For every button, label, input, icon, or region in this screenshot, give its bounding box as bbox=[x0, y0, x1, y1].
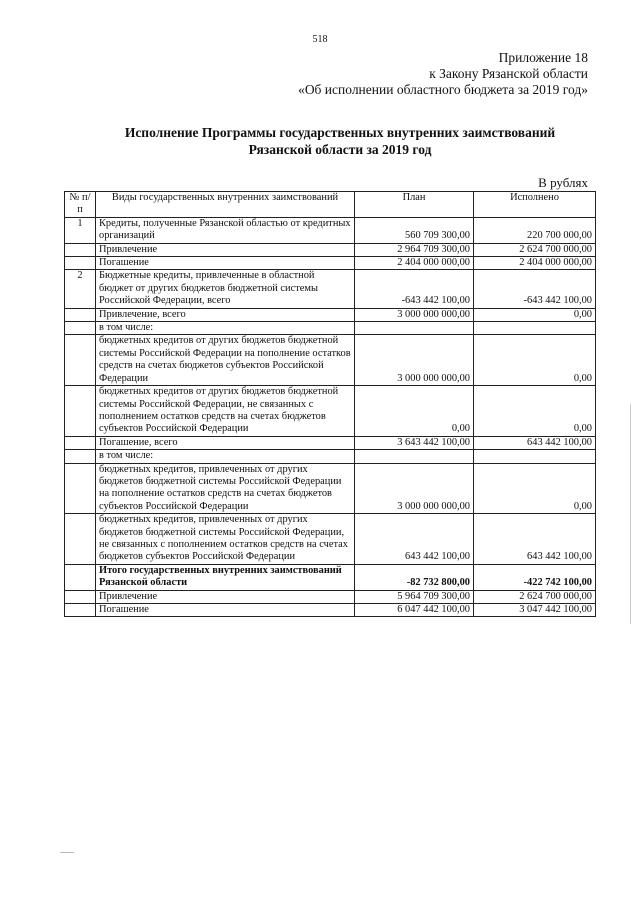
appendix-line-3: «Об исполнении областного бюджета за 2019 год» bbox=[298, 82, 588, 97]
row-description: бюджетных кредитов от других бюджетов бюджетной системы Российской Федерации на пополнение остатков средств на счетах бюджетов субъектов Российской Федерации bbox=[96, 335, 355, 386]
row-number bbox=[65, 604, 96, 617]
row-executed-value: 0,00 bbox=[474, 386, 596, 437]
row-description: в том числе: bbox=[96, 322, 355, 335]
row-executed-value bbox=[474, 322, 596, 335]
row-plan-value bbox=[355, 450, 474, 463]
row-description: Привлечение bbox=[96, 590, 355, 603]
header-executed: Исполнено bbox=[474, 192, 596, 218]
units-label: В рублях bbox=[538, 175, 588, 190]
table-body bbox=[65, 217, 596, 617]
table-row bbox=[65, 514, 596, 565]
appendix-block bbox=[298, 50, 588, 98]
table-row bbox=[65, 590, 596, 603]
appendix-line-2: к Закону Рязанской области bbox=[429, 66, 588, 81]
table-row bbox=[65, 564, 596, 590]
row-plan-value: 3 000 000 000,00 bbox=[355, 308, 474, 321]
row-plan-value: 3 000 000 000,00 bbox=[355, 463, 474, 514]
row-number bbox=[65, 308, 96, 321]
row-description: в том числе: bbox=[96, 450, 355, 463]
row-description: бюджетных кредитов, привлеченных от других бюджетов бюджетной системы Российской Федерации, не связанных с пополнением остатков средств на счетах бюджетов субъектов Российской Федерации bbox=[96, 514, 355, 565]
row-plan-value: 6 047 442 100,00 bbox=[355, 604, 474, 617]
row-plan-value: 560 709 300,00 bbox=[355, 217, 474, 243]
row-description: бюджетных кредитов от других бюджетов бюджетной системы Российской Федерации, не связанных с пополнением остатков средств на счетах бюджетов субъектов Российской Федерации bbox=[96, 386, 355, 437]
row-number bbox=[65, 322, 96, 335]
header-number: № п/п bbox=[65, 192, 96, 218]
row-executed-value: 2 624 700 000,00 bbox=[474, 243, 596, 256]
document-title bbox=[60, 124, 620, 158]
table-row bbox=[65, 322, 596, 335]
row-number bbox=[65, 386, 96, 437]
table-row bbox=[65, 604, 596, 617]
row-executed-value: 2 404 000 000,00 bbox=[474, 257, 596, 270]
row-number bbox=[65, 590, 96, 603]
row-description: Погашение bbox=[96, 604, 355, 617]
table-row bbox=[65, 217, 596, 243]
row-executed-value: -422 742 100,00 bbox=[474, 564, 596, 590]
borrowing-table bbox=[64, 191, 596, 617]
row-number bbox=[65, 436, 96, 449]
table-row bbox=[65, 257, 596, 270]
row-executed-value: 0,00 bbox=[474, 335, 596, 386]
row-plan-value: 0,00 bbox=[355, 386, 474, 437]
row-description: Погашение bbox=[96, 257, 355, 270]
appendix-line-1: Приложение 18 bbox=[498, 50, 588, 65]
table-row bbox=[65, 243, 596, 256]
row-plan-value: 3 643 442 100,00 bbox=[355, 436, 474, 449]
row-number bbox=[65, 243, 96, 256]
row-executed-value: 2 624 700 000,00 bbox=[474, 590, 596, 603]
scan-mark bbox=[60, 852, 74, 853]
document-title-line-1: Исполнение Программы государственных внутренних заимствований bbox=[124, 125, 556, 140]
scan-edge-mark bbox=[630, 404, 631, 624]
row-executed-value: -643 442 100,00 bbox=[474, 270, 596, 308]
page-number: 518 bbox=[312, 34, 328, 45]
row-executed-value: 0,00 bbox=[474, 463, 596, 514]
header-borrowing-type: Виды государственных внутренних заимствований bbox=[96, 192, 355, 218]
table-row bbox=[65, 436, 596, 449]
row-number: 1 bbox=[65, 217, 96, 243]
table-row bbox=[65, 335, 596, 386]
row-plan-value: -643 442 100,00 bbox=[355, 270, 474, 308]
row-description: Привлечение, всего bbox=[96, 308, 355, 321]
row-plan-value: 3 000 000 000,00 bbox=[355, 335, 474, 386]
table-row bbox=[65, 463, 596, 514]
row-description: Погашение, всего bbox=[96, 436, 355, 449]
table-row bbox=[65, 270, 596, 308]
row-executed-value: 643 442 100,00 bbox=[474, 514, 596, 565]
row-executed-value: 643 442 100,00 bbox=[474, 436, 596, 449]
row-plan-value: 2 404 000 000,00 bbox=[355, 257, 474, 270]
row-number bbox=[65, 335, 96, 386]
row-number bbox=[65, 463, 96, 514]
row-plan-value: 2 964 709 300,00 bbox=[355, 243, 474, 256]
table-row bbox=[65, 386, 596, 437]
row-plan-value: -82 732 800,00 bbox=[355, 564, 474, 590]
row-description: бюджетных кредитов, привлеченных от других бюджетов бюджетной системы Российской Федерации на пополнение остатков средств на счетах бюджетов субъектов Российской Федерации bbox=[96, 463, 355, 514]
row-number bbox=[65, 514, 96, 565]
row-number bbox=[65, 450, 96, 463]
table-header-row bbox=[65, 192, 596, 218]
row-plan-value: 643 442 100,00 bbox=[355, 514, 474, 565]
row-number bbox=[65, 564, 96, 590]
table-row bbox=[65, 308, 596, 321]
row-description: Бюджетные кредиты, привлеченные в областной бюджет от других бюджетов бюджетной системы Российской Федерации, всего bbox=[96, 270, 355, 308]
row-executed-value: 220 700 000,00 bbox=[474, 217, 596, 243]
row-plan-value bbox=[355, 322, 474, 335]
row-description: Итого государственных внутренних заимствований Рязанской области bbox=[96, 564, 355, 590]
header-plan: План bbox=[355, 192, 474, 218]
table-row bbox=[65, 450, 596, 463]
row-executed-value: 0,00 bbox=[474, 308, 596, 321]
row-executed-value: 3 047 442 100,00 bbox=[474, 604, 596, 617]
row-plan-value: 5 964 709 300,00 bbox=[355, 590, 474, 603]
row-description: Кредиты, полученные Рязанской областью от кредитных организаций bbox=[96, 217, 355, 243]
document-title-line-2: Рязанской области за 2019 год bbox=[248, 142, 432, 157]
row-description: Привлечение bbox=[96, 243, 355, 256]
row-number bbox=[65, 257, 96, 270]
row-executed-value bbox=[474, 450, 596, 463]
row-number: 2 bbox=[65, 270, 96, 308]
